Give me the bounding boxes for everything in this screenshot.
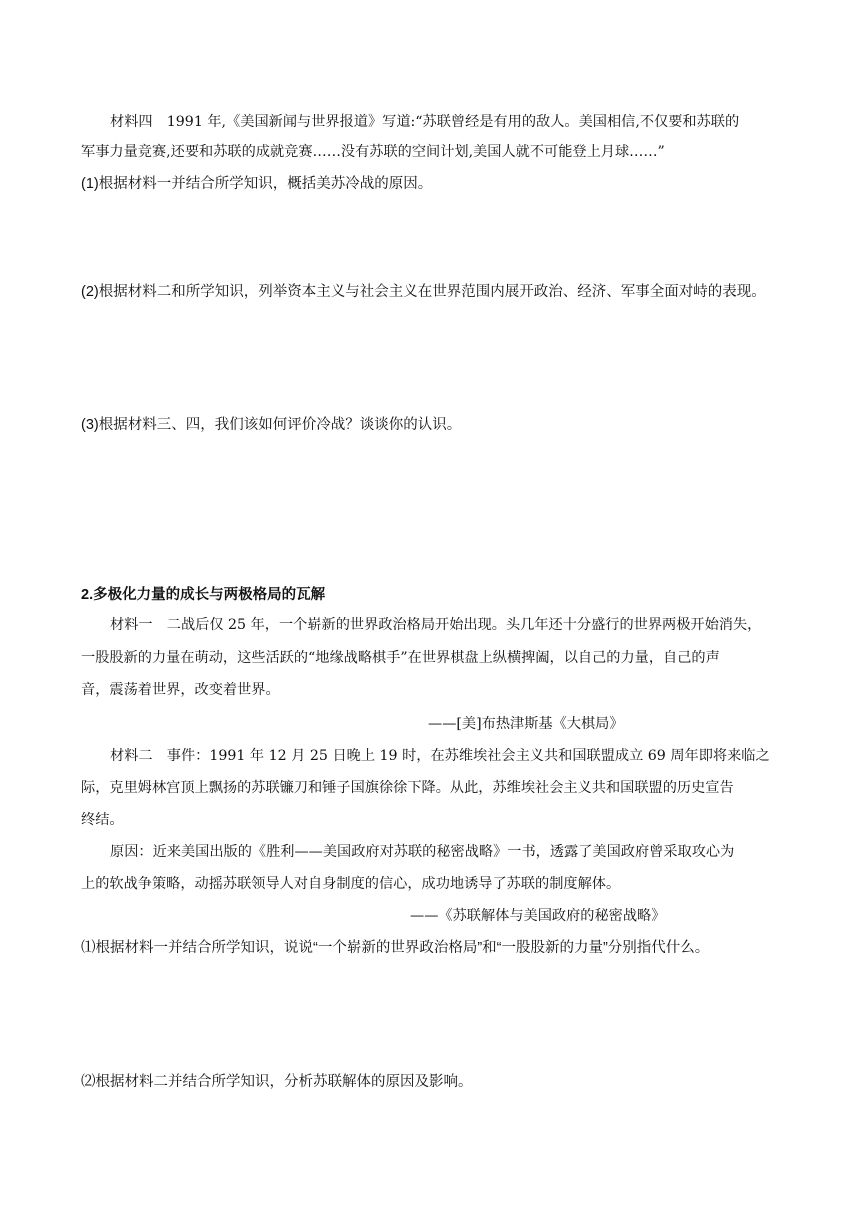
s2-material1-line3: 音，震荡着世界，改变着世界。 [81,682,280,698]
s1-question-1: (1)根据材料一并结合所学知识，概括美苏冷战的原因。 [81,176,433,192]
section-2-heading: 2.多极化力量的成长与两极格局的瓦解 [81,587,326,603]
s2-question-2: ⑵根据材料二并结合所学知识，分析苏联解体的原因及影响。 [81,1074,473,1090]
s2-material2-line3: 终结。 [81,812,124,828]
s2-question-1: ⑴根据材料一并结合所学知识，说说“一个崭新的世界政治格局”和“一股股新的力量”分别指代什么。 [81,940,710,956]
s2-material1-line2: 一股股新的力量在萌动，这些活跃的“地缘战略棋手”在世界棋盘上纵横捭阖，以自己的力量，自己的声 [81,650,720,666]
s1-material4-line1: 材料四 1991 年,《美国新闻与世界报道》写道:“苏联曾经是有用的敌人。美国相信,不仅要和苏联的 [110,114,740,130]
s1-material4-line2: 军事力量竞赛,还要和苏联的成就竞赛……没有苏联的空间计划,美国人就不可能登上月球……” [81,144,665,160]
s2-material2-line1: 材料二 事件：1991 年 12 月 25 日晚上 19 时，在苏维埃社会主义共和国联盟成立 69 周年即将来临之 [110,748,770,764]
s2-material2-line2: 际，克里姆林宫顶上飘扬的苏联镰刀和锤子国旗徐徐下降。从此，苏维埃社会主义共和国联盟的历史宣告 [81,780,734,796]
s2-material2-source: ——《苏联解体与美国政府的秘密战略》 [410,908,666,924]
s2-material2-reason-line1: 原因：近来美国出版的《胜利——美国政府对苏联的秘密战略》一书，透露了美国政府曾采取攻心为 [110,844,735,860]
s2-material2-reason-line2: 上的软战争策略，动摇苏联领导人对自身制度的信心，成功地诱导了苏联的制度解体。 [81,876,621,892]
s2-material1-source: ——[美]布热津斯基《大棋局》 [428,716,624,732]
s1-question-3: (3)根据材料三、四，我们该如何评价冷战？谈谈你的认识。 [81,417,462,433]
s2-material1-line1: 材料一 二战后仅 25 年，一个崭新的世界政治格局开始出现。头几年还十分盛行的世界两极开始消失， [110,617,762,633]
s1-question-2: (2)根据材料二和所学知识，列举资本主义与社会主义在世界范围内展开政治、经济、军事全面对峙的表现。 [81,284,766,300]
